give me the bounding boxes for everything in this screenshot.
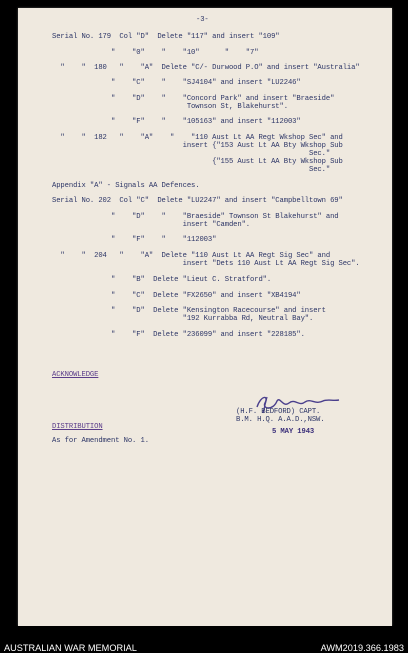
amendment-line: " " 204 " "A" Delete "110 Aust Lt AA Regt Sig Sec" and (52, 252, 331, 260)
footer-reference: AWM2019.366.1983 (320, 643, 404, 653)
amendment-line: Appendix "A" - Signals AA Defences. (52, 182, 200, 190)
amendment-line: insert {"153 Aust Lt AA Bty Wkshop Sub (52, 142, 343, 150)
amendment-line: " "C" Delete "FX2650" and insert "XB4194" (52, 292, 301, 300)
document-page (18, 8, 392, 626)
amendment-line: insert "Camden". (52, 221, 251, 229)
amendment-line: Townson St, Blakehurst". (52, 103, 288, 111)
amendment-line: {"155 Aust Lt AA Bty Wkshop Sub (52, 158, 343, 166)
archive-footer (0, 626, 408, 653)
date-stamp: 5 MAY 1943 (272, 428, 315, 436)
distribution-text: As for Amendment No. 1. (52, 437, 149, 445)
distribution-heading: DISTRIBUTION (52, 423, 103, 431)
amendment-line: " "B" Delete "Lieut C. Stratford". (52, 276, 272, 284)
amendment-line: " "F" " "112003" (52, 236, 217, 244)
page-number: -3- (196, 16, 209, 24)
amendment-line: " "D" " "Braeside" Townson St Blakehurst" and (52, 213, 339, 221)
amendment-line: Sec." (52, 150, 331, 158)
signatory-name: (H.F. BEDFORD) CAPT. (236, 408, 321, 416)
amendment-line: " " 180 " "A" Delete "C/- Durwood P.O" and insert "Australia" (52, 64, 360, 72)
amendment-line: insert "Dets 110 Aust Lt AA Regt Sig Sec". (52, 260, 360, 268)
amendment-line: Serial No. 202 Col "C" Delete "LU2247" and insert "Campbelltown 69" (52, 197, 343, 205)
amendment-line: "192 Kurrabba Rd, Neutral Bay". (52, 315, 314, 323)
acknowledge-label: ACKNOWLEDGE (52, 371, 99, 379)
amendment-line: " "0" " "10" " "7" (52, 49, 259, 57)
signatory-unit: B.M. H.Q. A.A.D.,NSW. (236, 416, 325, 424)
amendment-line: " "D" " "Concord Park" and insert "Braeside" (52, 95, 335, 103)
amendment-line: Serial No. 179 Col "D" Delete "117" and insert "109" (52, 33, 280, 41)
amendment-line: " "C" " "SJ4104" and insert "LU2246" (52, 79, 301, 87)
amendment-line: " " 182 " "A" " "110 Aust Lt AA Regt Wkshop Sec" and (52, 134, 343, 142)
amendment-line: " "F" " "105163" and insert "112003" (52, 118, 301, 126)
amendment-line: " "D" Delete "Kensington Racecourse" and insert (52, 307, 326, 315)
amendment-line: " "F" Delete "236099" and insert "228185". (52, 331, 305, 339)
footer-institution: AUSTRALIAN WAR MEMORIAL (4, 643, 137, 653)
amendment-line: Sec." (52, 166, 331, 174)
